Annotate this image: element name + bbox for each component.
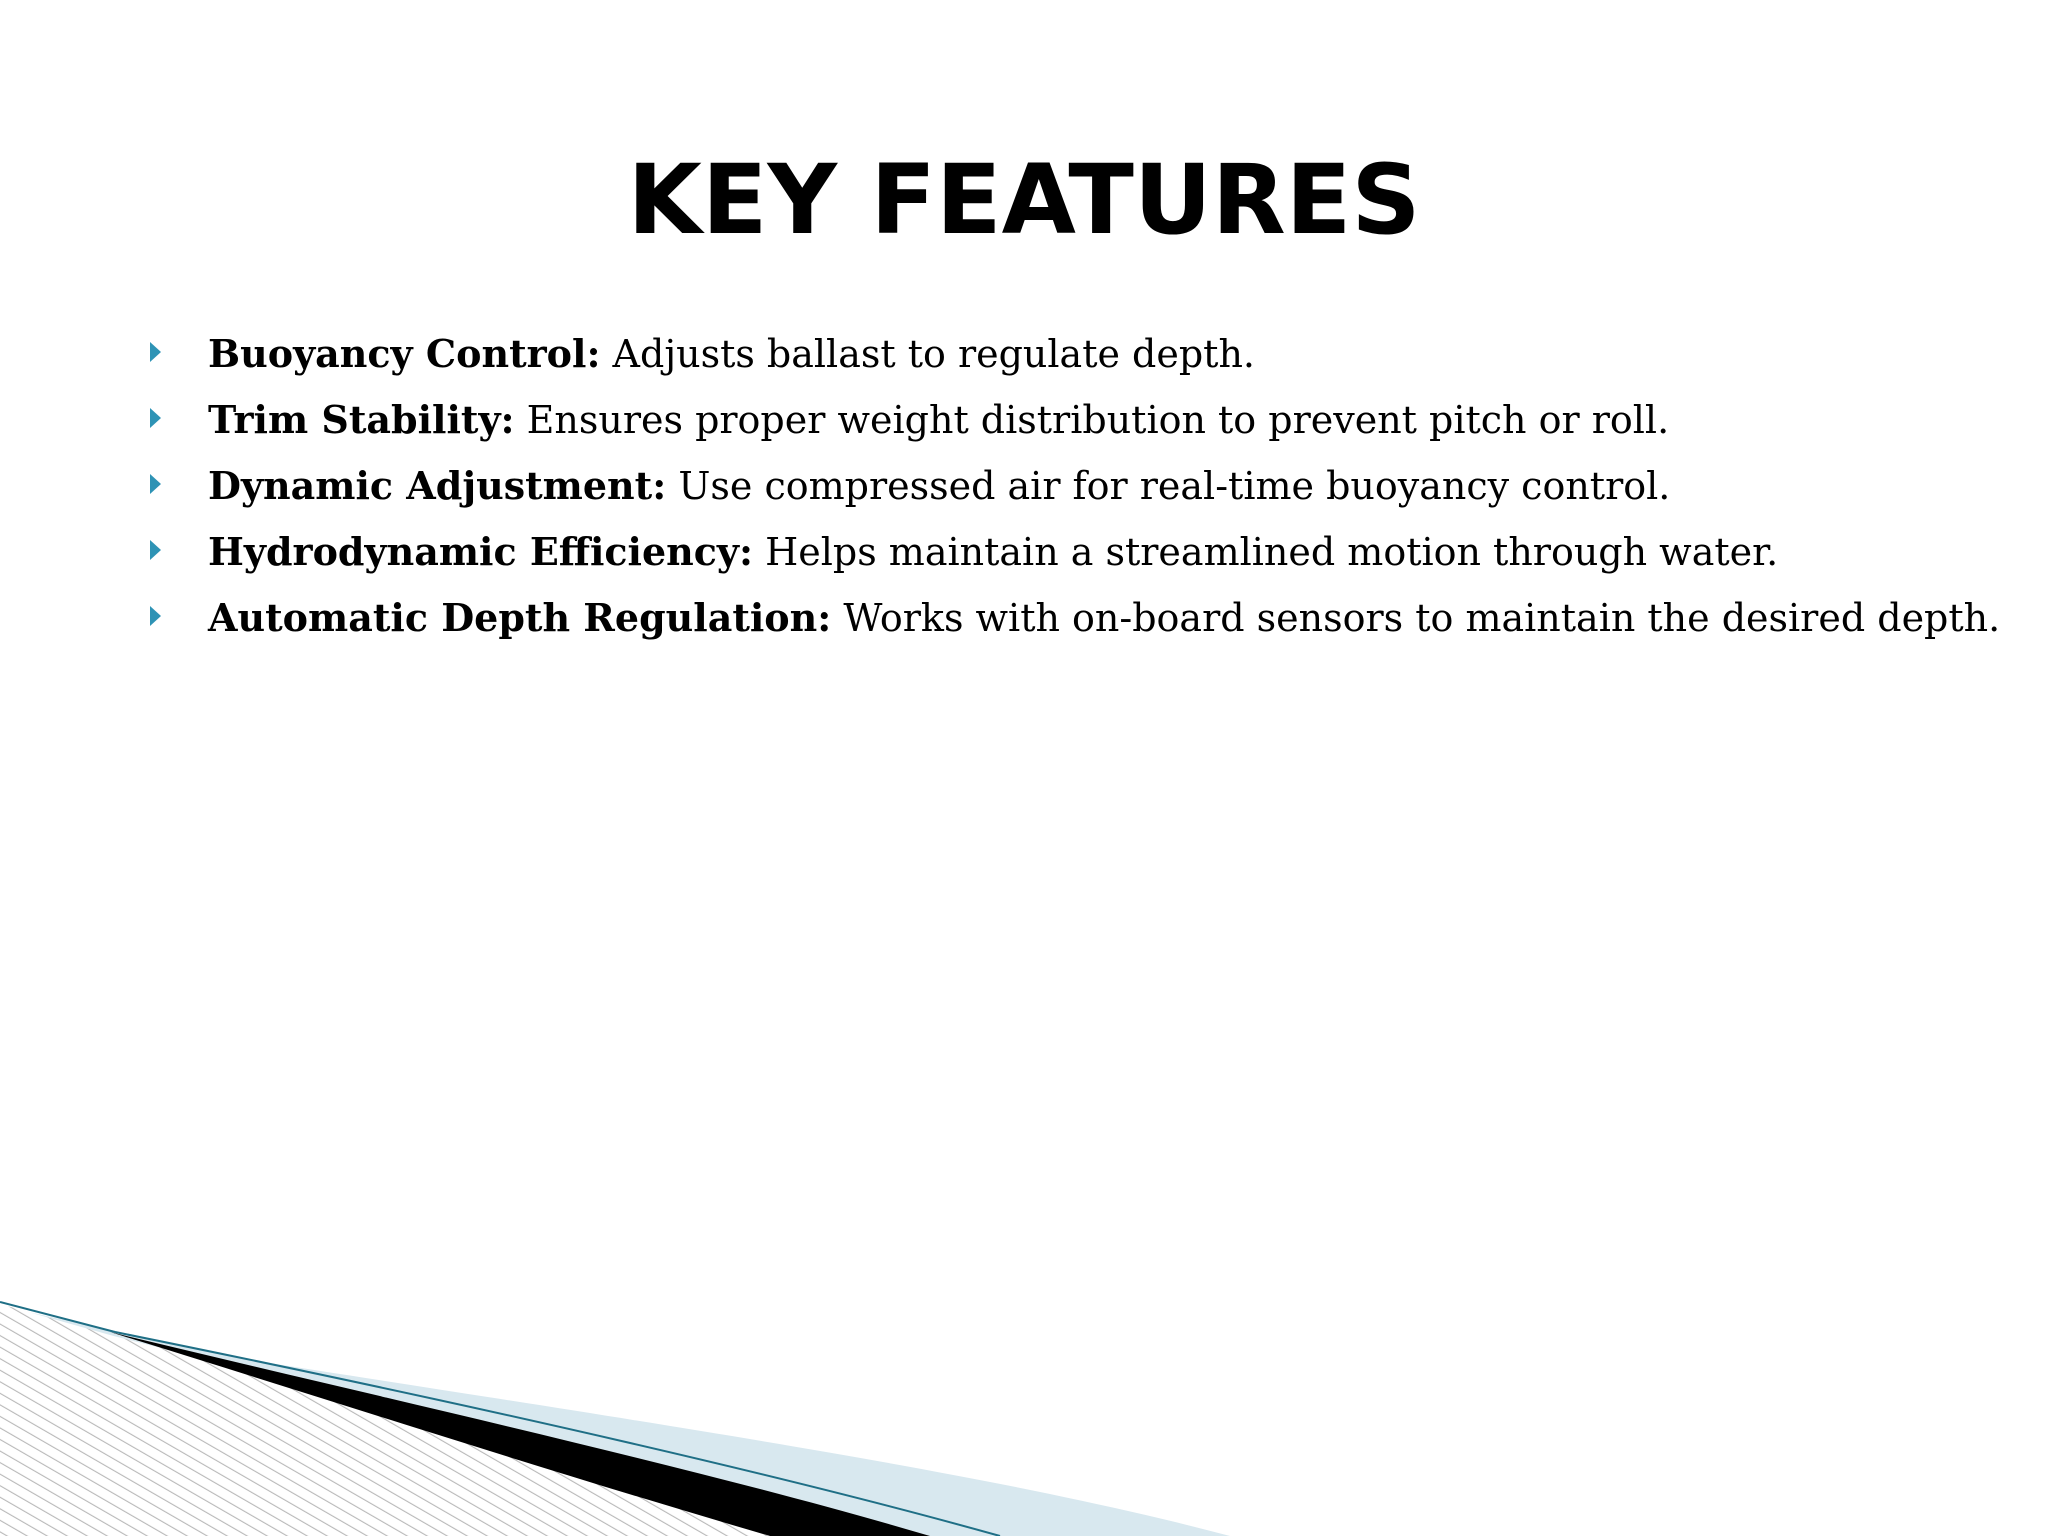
wave-decoration — [0, 1290, 2048, 1536]
bullet-text — [208, 330, 1255, 378]
bullet-item — [150, 462, 2010, 528]
bullet-term: Trim Stability: — [208, 397, 515, 442]
bullet-item — [150, 396, 2010, 462]
bullet-description: Use compressed air for real-time buoyancy control. — [666, 464, 1671, 508]
bullet-text — [208, 462, 1670, 510]
bullet-term: Buoyancy Control: — [208, 331, 601, 376]
slide-title: KEY FEATURES — [627, 144, 1421, 256]
bullet-description: Helps maintain a streamlined motion through water. — [753, 530, 1779, 574]
bullet-text — [208, 528, 1778, 576]
bullet-term: Dynamic Adjustment: — [208, 463, 667, 508]
bullet-term: Hydrodynamic Efficiency: — [208, 529, 754, 574]
bullet-description: Adjusts ballast to regulate depth. — [600, 332, 1256, 376]
bullet-list — [150, 330, 2010, 660]
bullet-description: Ensures proper weight distribution to prevent pitch or roll. — [514, 398, 1670, 442]
bullet-term: Automatic Depth Regulation: — [208, 595, 832, 640]
triangle-bullet-icon — [150, 606, 161, 626]
bullet-description: Works with on-board sensors to maintain the desired depth. — [831, 596, 2001, 640]
bullet-text — [208, 594, 2000, 642]
triangle-bullet-icon — [150, 540, 161, 560]
triangle-bullet-icon — [150, 474, 161, 494]
triangle-bullet-icon — [150, 408, 161, 428]
bullet-item — [150, 330, 2010, 396]
bullet-text — [208, 396, 1669, 444]
bullet-item — [150, 528, 2010, 594]
triangle-bullet-icon — [150, 342, 161, 362]
bullet-item — [150, 594, 2010, 660]
